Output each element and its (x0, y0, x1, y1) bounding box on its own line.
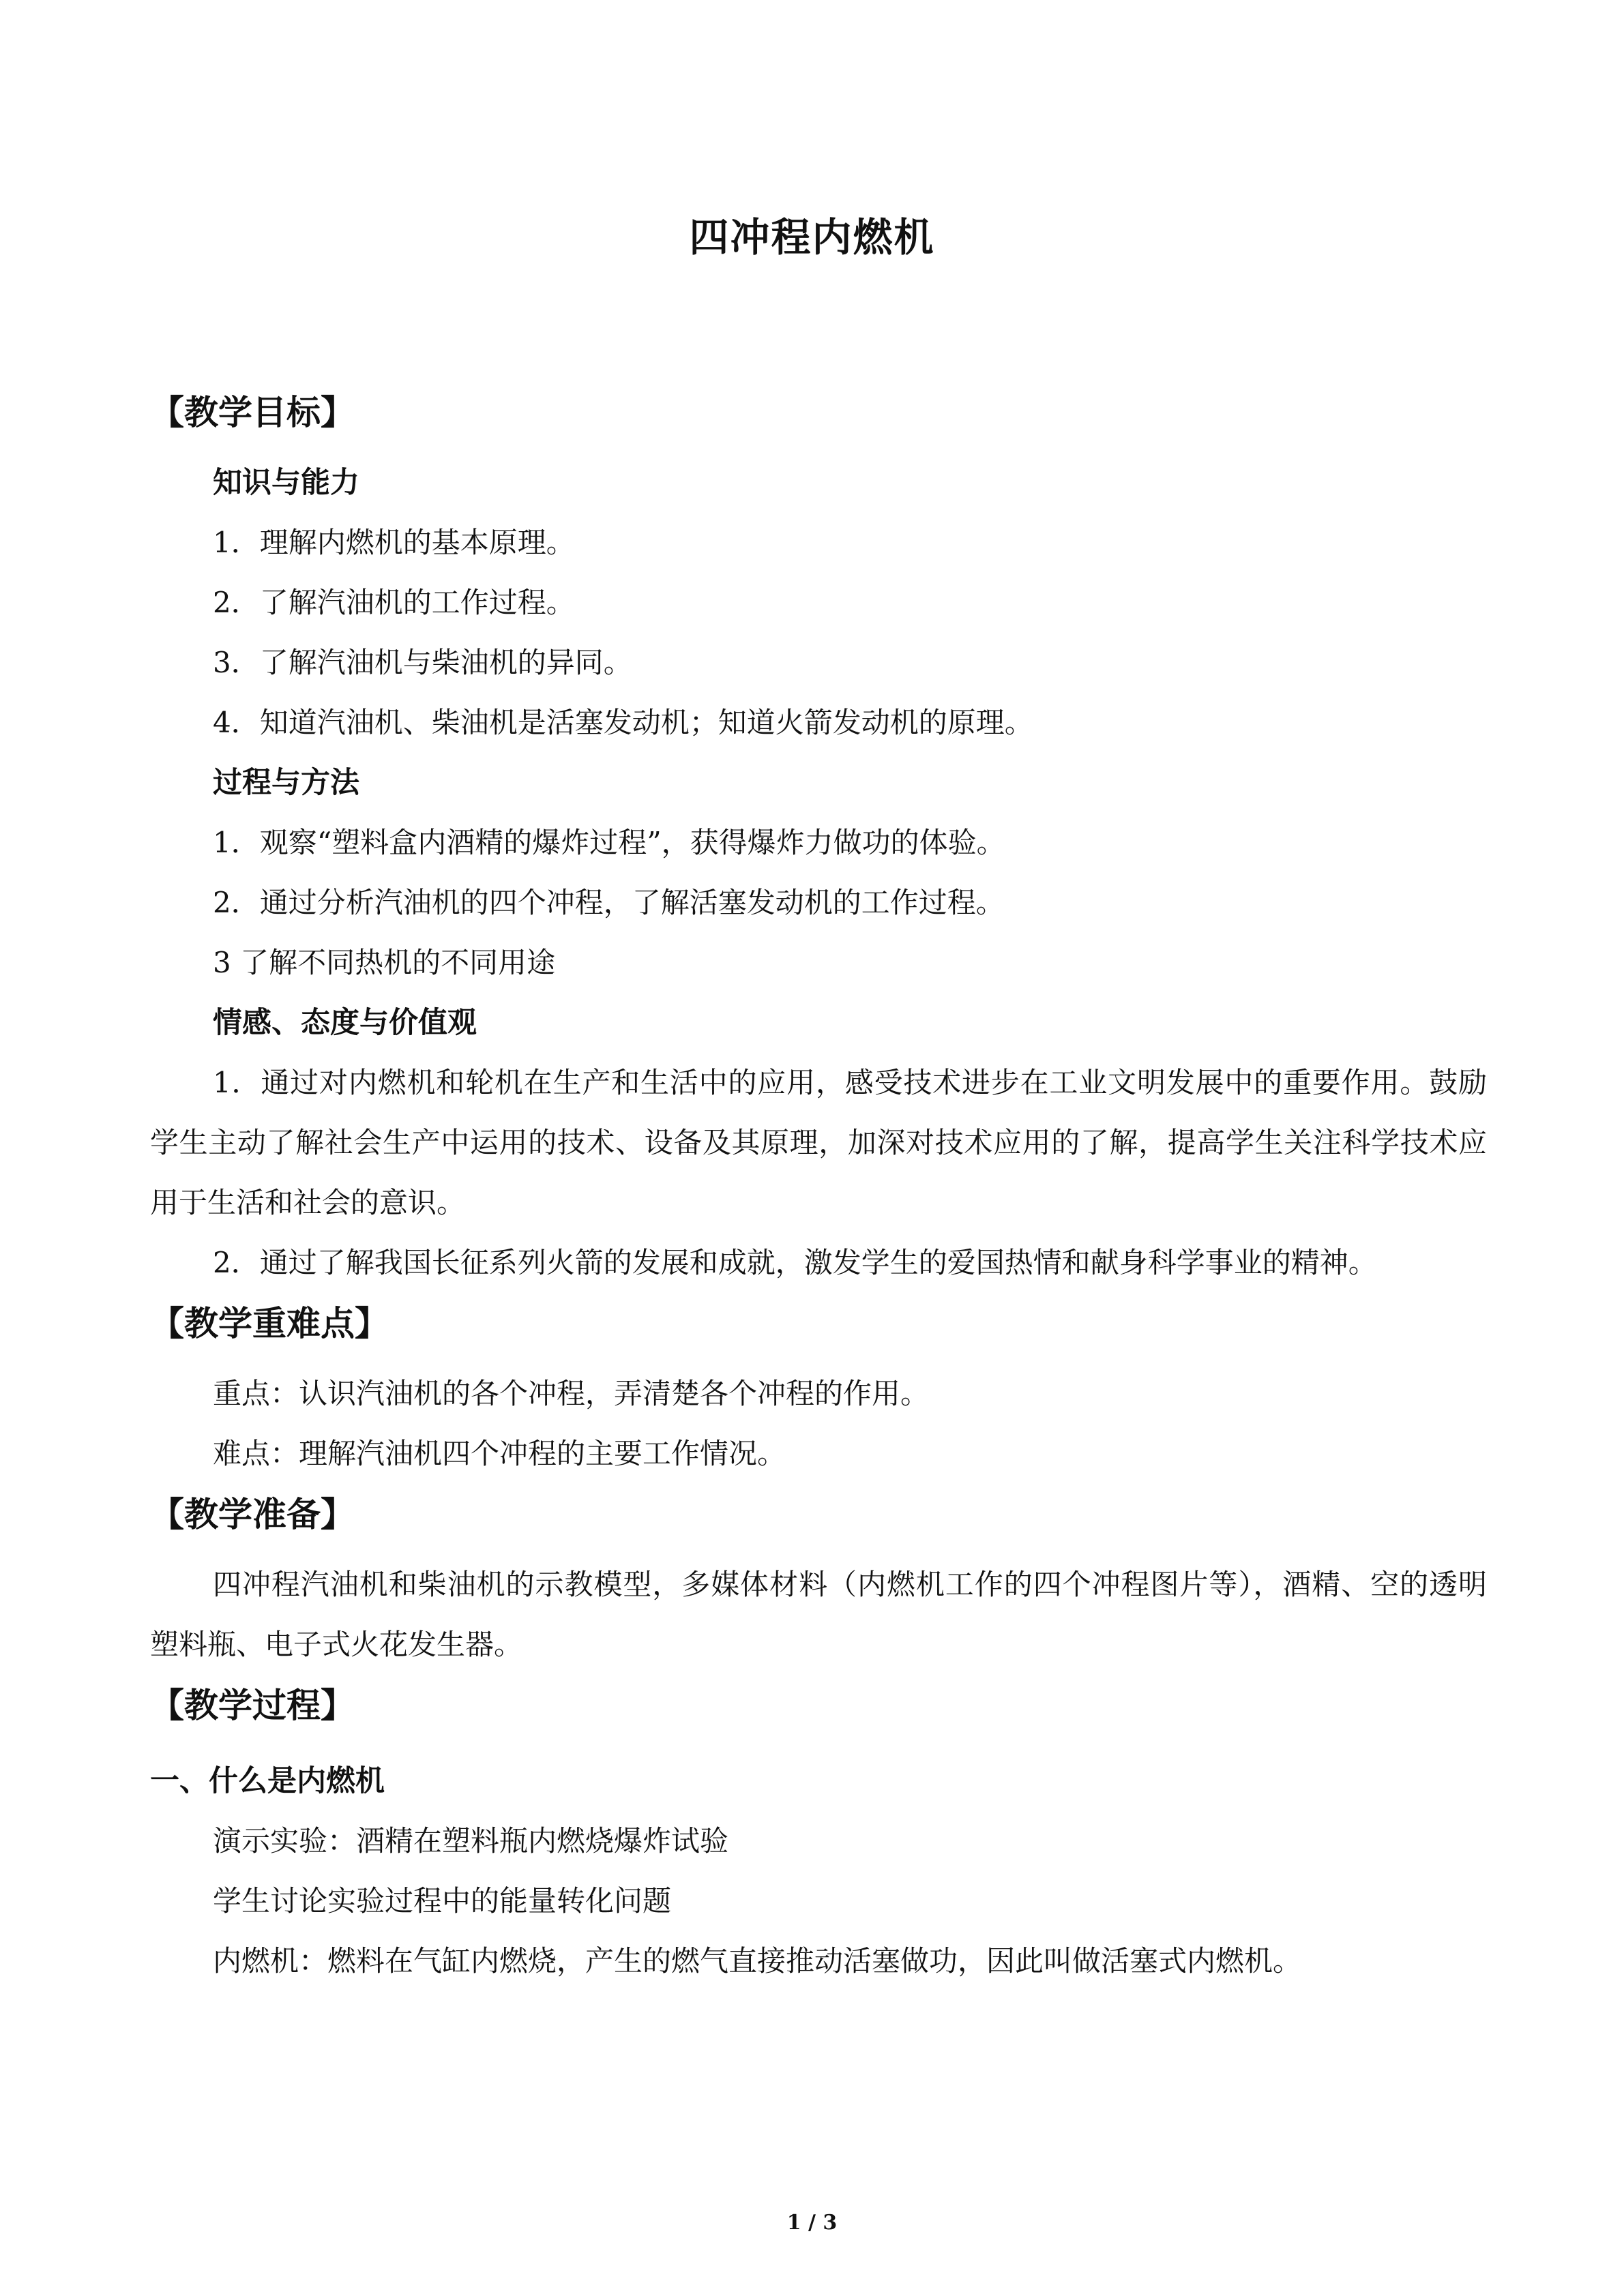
subheading-process-method: 过程与方法 (213, 766, 359, 800)
key-point-focus: 重点：认识汽油机的各个冲程，弄清楚各个冲程的作用。 (213, 1377, 930, 1410)
preparation-text: 四冲程汽油机和柴油机的示教模型，多媒体材料（内燃机工作的四个冲程图片等），酒精、空的透明塑料瓶、电子式火花发生器。 (150, 1568, 1487, 1661)
process-item-2: 2．通过分析汽油机的四个冲程，了解活塞发动机的工作过程。 (213, 886, 1005, 919)
subheading-emotion-values: 情感、态度与价值观 (213, 1006, 477, 1040)
subheading-knowledge: 知识与能力 (213, 466, 359, 500)
section-heading-process: 【教学过程】 (150, 1686, 355, 1725)
process-item-3: 3 了解不同热机的不同用途 (213, 946, 556, 979)
section-heading-key-points: 【教学重难点】 (150, 1304, 389, 1343)
part-heading-what-is-ice: 一、什么是内燃机 (150, 1764, 385, 1798)
knowledge-item-2: 2．了解汽油机的工作过程。 (213, 586, 575, 619)
page-number: 1 / 3 (786, 2211, 838, 2235)
process-item-1: 1．观察“塑料盒内酒精的爆炸过程”，获得爆炸力做功的体验。 (213, 826, 1005, 859)
knowledge-item-1: 1．理解内燃机的基本原理。 (213, 526, 575, 559)
section-heading-preparation: 【教学准备】 (150, 1495, 355, 1534)
section-heading-objectives: 【教学目标】 (150, 393, 355, 432)
process-part1-item-3: 内燃机：燃料在气缸内燃烧，产生的燃气直接推动活塞做功，因此叫做活塞式内燃机。 (213, 1944, 1302, 1978)
knowledge-item-4: 4．知道汽油机、柴油机是活塞发动机；知道火箭发动机的原理。 (213, 706, 1033, 739)
document-body (150, 382, 1487, 1991)
knowledge-item-3: 3．了解汽油机与柴油机的异同。 (213, 646, 632, 679)
page-title: 四冲程内燃机 (689, 214, 935, 260)
emotion-item-1: 1．通过对内燃机和轮机在生产和生活中的应用，感受技术进步在工业文明发展中的重要作用。鼓励学生主动了解社会生产中运用的技术、设备及其原理，加深对技术应用的了解，提高学生关注科学技术应用于生活和社会的意识。 (150, 1066, 1487, 1219)
key-point-difficulty: 难点：理解汽油机四个冲程的主要工作情况。 (213, 1437, 786, 1470)
emotion-item-2: 2．通过了解我国长征系列火箭的发展和成就，激发学生的爱国热情和献身科学事业的精神。 (213, 1246, 1377, 1279)
process-part1-item-2: 学生讨论实验过程中的能量转化问题 (213, 1884, 672, 1918)
process-part1-item-1: 演示实验：酒精在塑料瓶内燃烧爆炸试验 (213, 1824, 729, 1858)
